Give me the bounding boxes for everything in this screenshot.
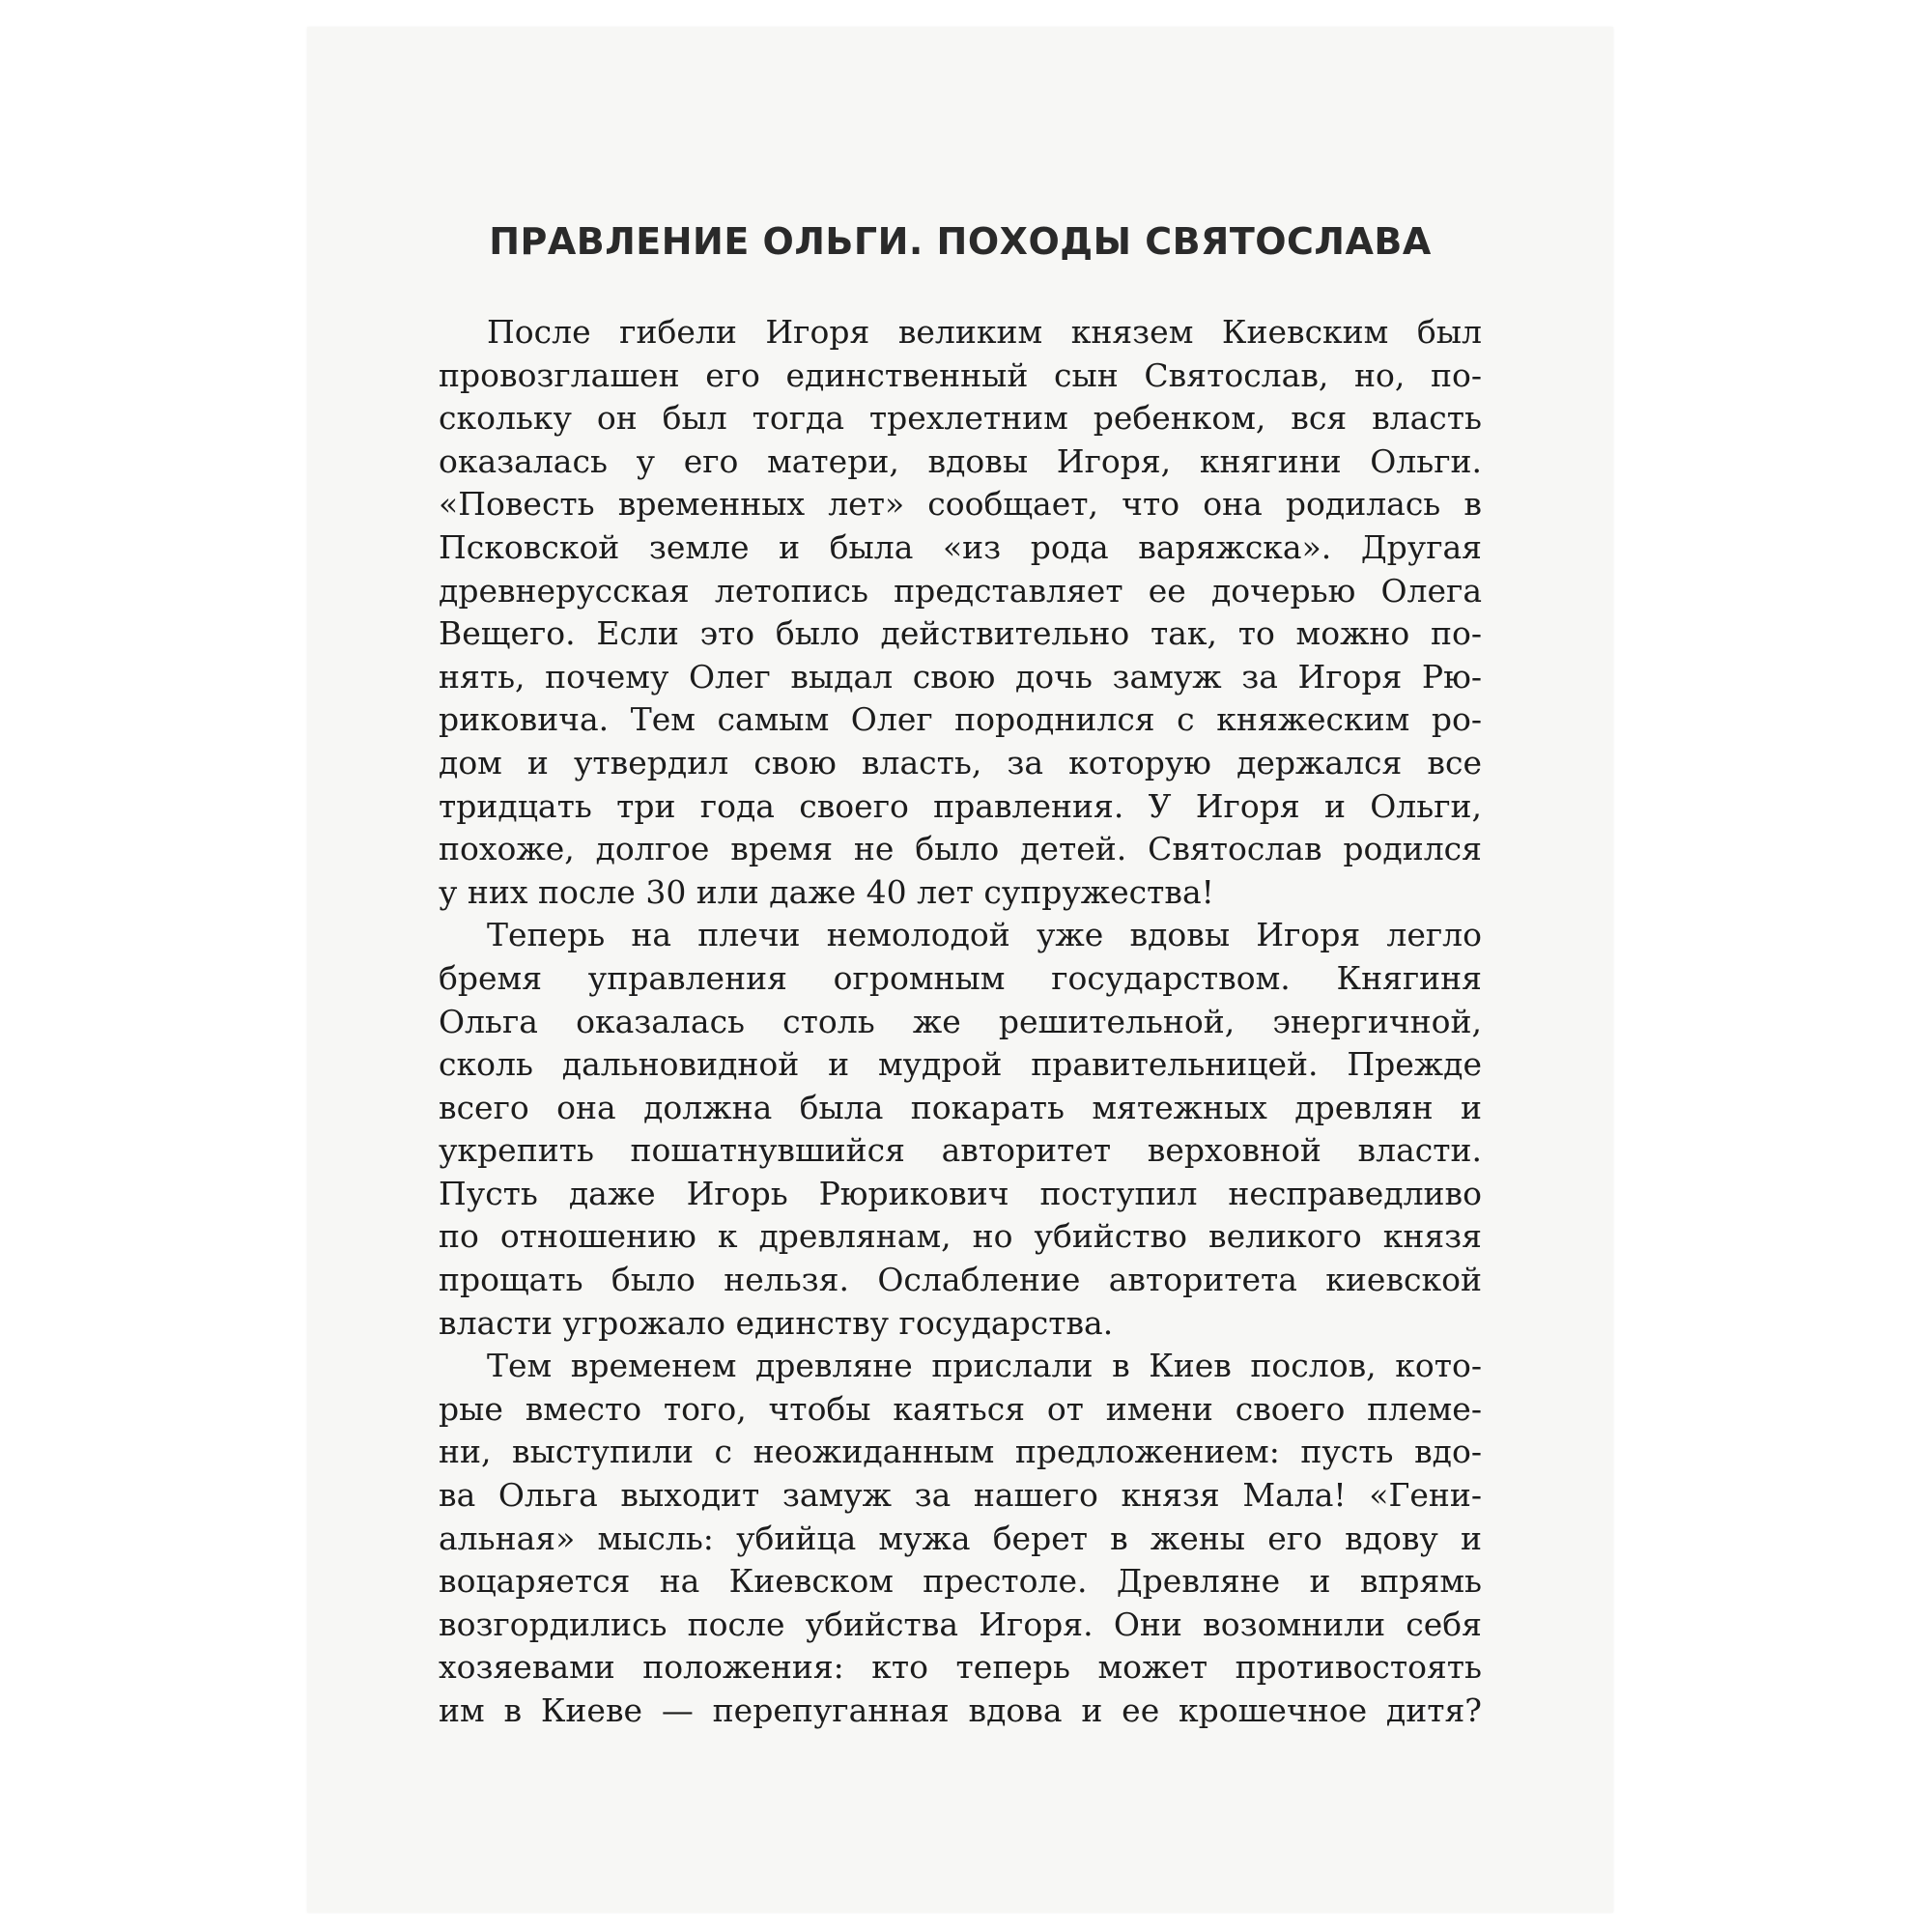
text-line: по отношению к древлянам, но убийство великого князя <box>439 1217 1482 1256</box>
text-line: Ольга оказалась столь же решительной, энергичной, <box>439 1002 1482 1040</box>
text-line: «Повесть временных лет» сообщает, что она родилась в <box>439 485 1482 524</box>
text-line: власти угрожало единству государства. <box>439 1303 1114 1342</box>
text-line: скольку он был тогда трехлетним ребенком, вся власть <box>439 399 1482 438</box>
text-line: Теперь на плечи немолодой уже вдовы Игоря легло <box>487 916 1482 954</box>
text-line: укрепить пошатнувшийся авторитет верховной власти. <box>439 1131 1482 1170</box>
chapter-title: ПРАВЛЕНИЕ ОЛЬГИ. ПОХОДЫ СВЯТОСЛАВА <box>489 220 1432 263</box>
text-line: у них после 30 или даже 40 лет супружества! <box>439 872 1214 911</box>
text-line: ва Ольга выходит замуж за нашего князя Мала! «Гени- <box>439 1476 1482 1515</box>
text-line: бремя управления огромным государством. Княгиня <box>439 958 1482 997</box>
text-line: рые вместо того, чтобы каяться от имени своего племе- <box>439 1389 1482 1428</box>
text-line: им в Киеве — перепуганная вдова и ее крошечное дитя? <box>439 1691 1482 1729</box>
text-line: провозглашен его единственный сын Святослав, но, по- <box>439 355 1482 394</box>
text-line: хозяевами положения: кто теперь может противостоять <box>439 1648 1482 1687</box>
text-line: дом и утвердил свою власть, за которую держался все <box>439 743 1482 781</box>
text-line: всего она должна была покарать мятежных древлян и <box>439 1088 1482 1126</box>
book-page <box>307 27 1613 1913</box>
text-line: ни, выступили с неожиданным предложением: пусть вдо- <box>439 1433 1482 1471</box>
text-line: оказалась у его матери, вдовы Игоря, княгини Ольги. <box>439 441 1482 480</box>
text-line: Вещего. Если это было действительно так, то можно по- <box>439 614 1482 653</box>
text-line: Тем временем древляне прислали в Киев послов, кото- <box>487 1347 1482 1385</box>
text-line: Пусть даже Игорь Рюрикович поступил несправедливо <box>439 1174 1482 1212</box>
text-line: прощать было нельзя. Ослабление авторитета киевской <box>439 1261 1482 1299</box>
text-line: сколь дальновидной и мудрой правительницей. Прежде <box>439 1045 1482 1084</box>
text-line: воцаряется на Киевском престоле. Древляне и впрямь <box>439 1562 1482 1601</box>
text-line: альная» мысль: убийца мужа берет в жены его вдову и <box>439 1519 1482 1557</box>
text-line: После гибели Игоря великим князем Киевским был <box>487 313 1482 351</box>
text-line: возгордились после убийства Игоря. Они возомнили себя <box>439 1605 1482 1643</box>
text-line: нять, почему Олег выдал свою дочь замуж за Игоря Рю- <box>439 657 1482 696</box>
body-text <box>439 311 1482 1733</box>
text-line: похоже, долгое время не было детей. Святослав родился <box>439 830 1482 868</box>
text-line: тридцать три года своего правления. У Игоря и Ольги, <box>439 786 1482 825</box>
text-line: риковича. Тем самым Олег породнился с княжеским ро- <box>439 700 1482 739</box>
text-line: древнерусская летопись представляет ее дочерью Олега <box>439 571 1482 610</box>
text-line: Псковской земле и была «из рода варяжска». Другая <box>439 527 1482 566</box>
